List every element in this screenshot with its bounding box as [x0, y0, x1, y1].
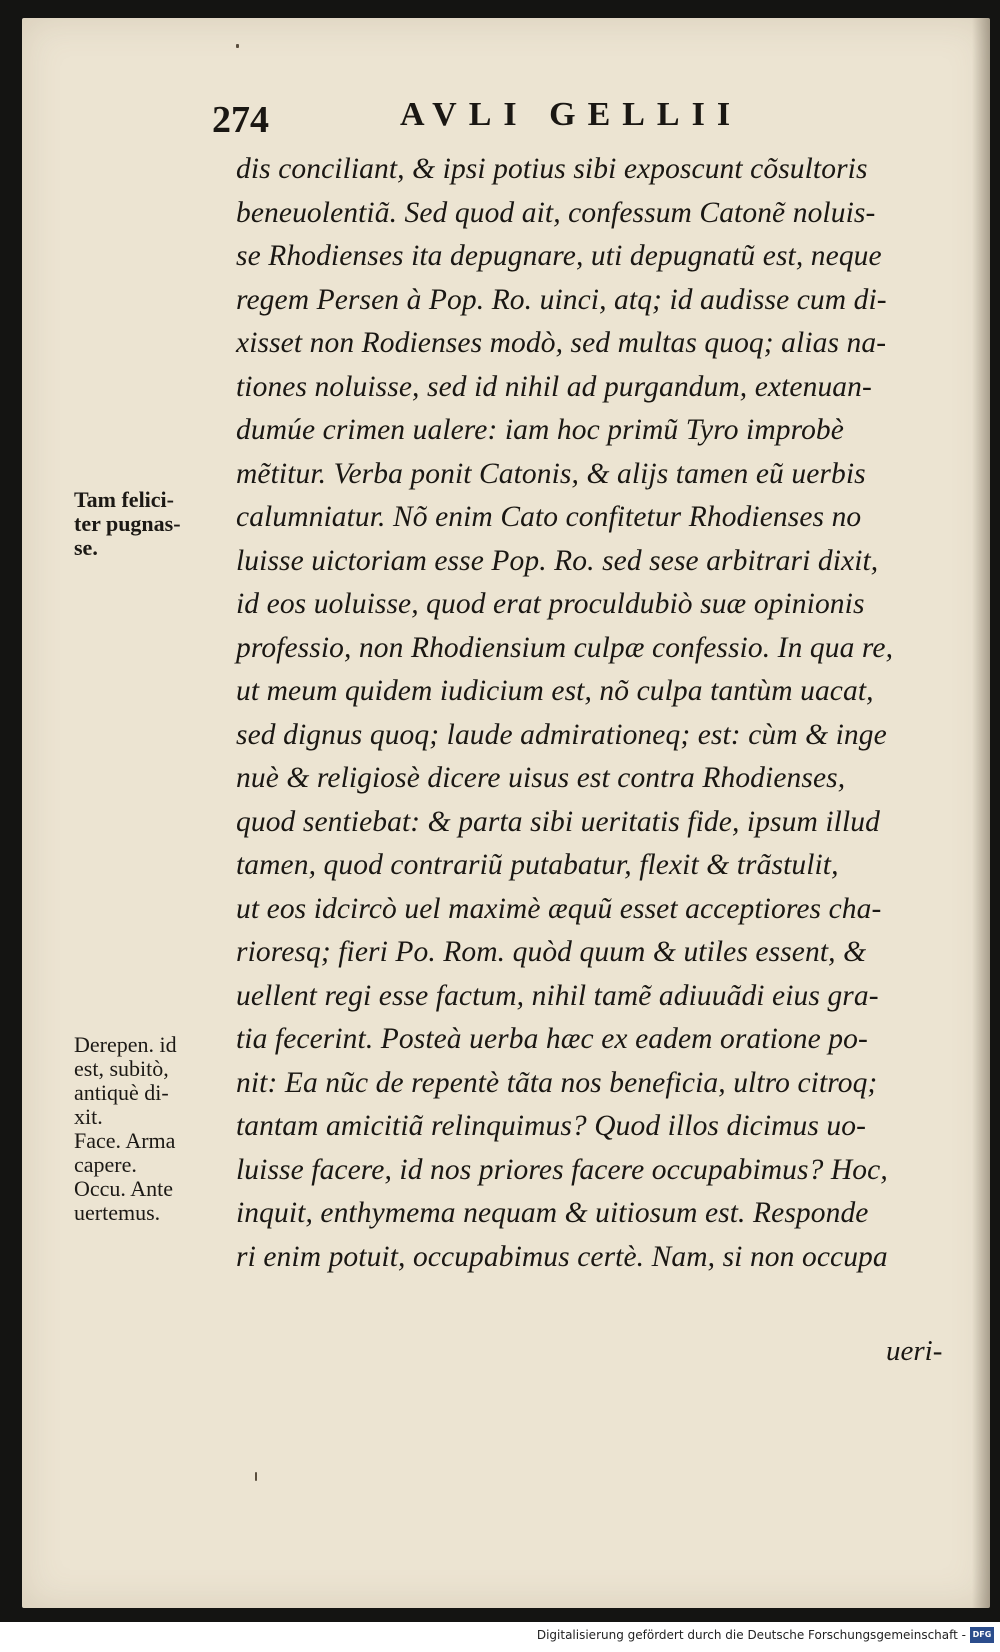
digitization-footer [0, 1622, 1000, 1652]
text-line: tiones noluisse, sed id nihil ad purgandum, extenuan- [236, 370, 872, 403]
text-line: calumniatur. Nõ enim Cato confitetur Rhodienses no [236, 501, 862, 533]
text-line: ri enim potuit, occupabimus certè. Nam, si non occupa [236, 1240, 888, 1273]
text-line: se Rhodienses ita depugnare, uti depugnatũ est, neque [236, 240, 882, 272]
text-line: rioresq; fieri Po. Rom. quòd quum & utiles essent, & [236, 936, 867, 968]
body-text [236, 148, 956, 1279]
margin-note-line: ter pugnas- [74, 511, 181, 536]
text-line: mẽtitur. Verba ponit Catonis, & alijs tamen eũ uerbis [236, 457, 866, 490]
text-line: id eos uoluisse, quod erat proculdubiò suæ opinionis [236, 588, 865, 620]
text-line: xisset non Rodienses modò, sed multas quoq; alias na- [236, 327, 887, 359]
margin-note-line: capere. [74, 1152, 137, 1177]
text-line: tantam amicitiã relinquimus? Quod illos dicimus uo- [236, 1110, 867, 1142]
text-line: ut eos idcircò uel maximè æquũ esset acceptiores cha- [236, 892, 882, 925]
ink-speck [255, 1472, 257, 1481]
margin-note-line: Face. Arma [74, 1128, 176, 1153]
ink-speck [236, 44, 239, 48]
margin-note-line: se. [74, 535, 98, 560]
margin-note-line: Derepen. id [74, 1032, 177, 1057]
text-line: dumúe crimen ualere: iam hoc primũ Tyro improbè [236, 414, 844, 446]
text-line: quod sentiebat: & parta sibi ueritatis fide, ipsum illud [236, 805, 880, 838]
text-line: beneuolentiã. Sed quod ait, confessum Catonẽ noluis- [236, 196, 876, 229]
text-line: professio, non Rhodiensium culpæ confessio. In qua re, [236, 631, 894, 664]
text-line: ut meum quidem iudicium est, nõ culpa tantùm uacat, [236, 675, 874, 707]
margin-note-line: uertemus. [74, 1200, 161, 1225]
margin-note-line: antiquè di- [74, 1080, 169, 1105]
margin-note-line: est, subitò, [74, 1056, 169, 1081]
margin-note-line: xit. [74, 1104, 103, 1129]
text-line: nuè & religiosè dicere uisus est contra Rhodienses, [236, 762, 846, 794]
text-line: dis conciliant, & ipsi potius sibi exposcunt cõsultoris [236, 153, 868, 185]
text-line: sed dignus quoq; laude admirationeq; est: cùm & inge [236, 718, 887, 751]
text-line: tia fecerint. Posteà uerba hæc ex eadem oratione po- [236, 1023, 868, 1055]
margin-note-line: Tam felici- [74, 487, 174, 512]
footer-credit: Digitalisierung gefördert durch die Deutsche Forschungsgemeinschaft - [536, 1628, 966, 1642]
text-line: luisse uictoriam esse Pop. Ro. sed sese arbitrari dixit, [236, 544, 879, 577]
text-line: luisse facere, id nos priores facere occupabimus? Hoc, [236, 1153, 888, 1186]
page-edge-shadow [972, 18, 990, 1608]
text-line: nit: Ea nũc de repentè tãta nos beneficia, ultro citroq; [236, 1066, 878, 1099]
catchword: ueri- [886, 1335, 943, 1367]
margin-note-2 [74, 1033, 249, 1225]
margin-note-1 [74, 488, 249, 560]
text-line: tamen, quod contrariũ putabatur, flexit & trãstulit, [236, 849, 839, 881]
running-head [212, 88, 752, 148]
book-title: AVLI GELLII [400, 96, 743, 133]
page-number: 274 [212, 99, 269, 141]
text-line: uellent regi esse factum, nihil tamẽ adiuuãdi eius gra- [236, 979, 879, 1012]
text-line: inquit, enthymema nequam & uitiosum est. Responde [236, 1197, 869, 1229]
margin-note-line: Occu. Ante [74, 1176, 173, 1201]
dfg-logo: DFG [970, 1627, 994, 1643]
text-line: regem Persen à Pop. Ro. uinci, atq; id audisse cum di- [236, 283, 887, 316]
